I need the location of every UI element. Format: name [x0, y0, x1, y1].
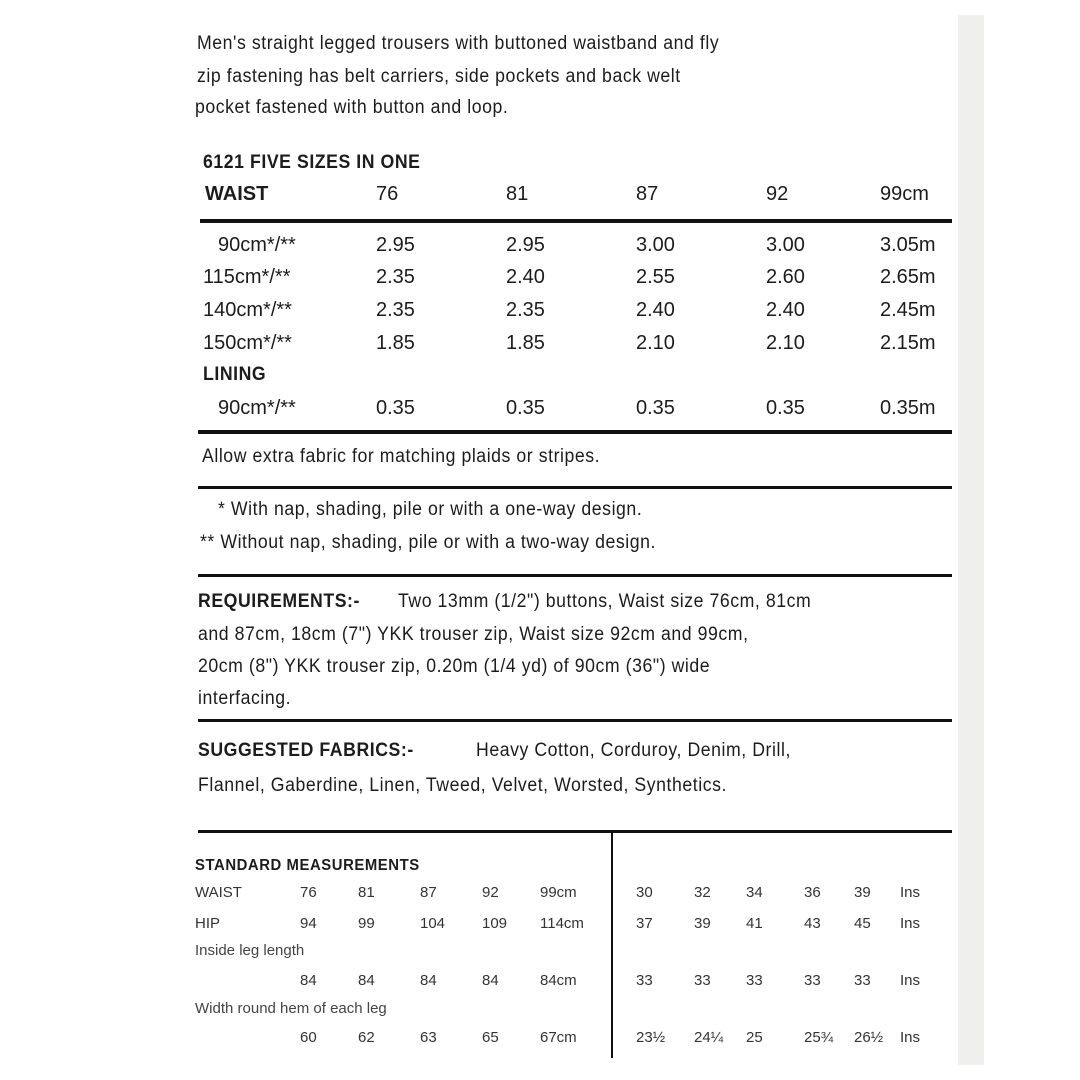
table-row [0, 332, 1080, 358]
table-cell: 24¼ [694, 1029, 724, 1046]
lining-label: LINING [203, 364, 267, 385]
table-cell: 2.45m [880, 299, 936, 321]
table-cell: 39 [694, 915, 711, 932]
table-cell: 99cm [540, 884, 577, 901]
table-cell: 32 [694, 884, 711, 901]
table-cell: Ins [900, 972, 921, 989]
table-cell: Ins [900, 1029, 921, 1046]
note-with-nap: * With nap, shading, pile or with a one-way design. [218, 499, 643, 520]
table-cell: 33 [694, 972, 711, 989]
table-cell: 1.85 [506, 332, 545, 354]
table-cell: 39 [854, 884, 871, 901]
intro-line-3: pocket fastened with button and loop. [195, 97, 509, 118]
requirements-line: Two 13mm (1/2") buttons, Waist size 76cm, 81cm [398, 591, 812, 612]
header-cell: WAIST [205, 183, 269, 205]
table-cell: 90cm*/** [218, 234, 296, 256]
table-cell: 30 [636, 884, 653, 901]
table-cell: 2.35 [506, 299, 545, 321]
fabrics-line: Flannel, Gaberdine, Linen, Tweed, Velvet, Worsted, Synthetics. [198, 775, 727, 796]
table-cell: 76 [300, 884, 317, 901]
table-cell: 2.15m [880, 332, 936, 354]
table-cell: WAIST [195, 884, 242, 901]
header-cell: 99cm [880, 183, 929, 205]
table-cell: 150cm*/** [203, 332, 292, 354]
table-cell: 25 [746, 1029, 763, 1046]
table-cell: 115cm*/** [203, 266, 291, 288]
fabrics-line: Heavy Cotton, Corduroy, Denim, Drill, [476, 740, 791, 761]
table-cell: 41 [746, 915, 763, 932]
table-cell: 0.35 [376, 397, 415, 419]
table-cell: 2.40 [766, 299, 805, 321]
table-cell: 3.05m [880, 234, 936, 256]
note-without-nap: ** Without nap, shading, pile or with a two-way design. [200, 532, 656, 553]
table-cell: Ins [900, 915, 921, 932]
requirements-line: 20cm (8") YKK trouser zip, 0.20m (1/4 yd) of 90cm (36") wide [198, 656, 711, 677]
divider [200, 219, 952, 223]
table-cell: 2.35 [376, 266, 415, 288]
table-cell: 23½ [636, 1029, 666, 1046]
table-cell: 84 [358, 972, 375, 989]
table-cell: 0.35 [636, 397, 675, 419]
table-row [0, 299, 1080, 325]
header-cell: 81 [506, 183, 529, 205]
table-cell: Ins [900, 884, 921, 901]
requirements-label: REQUIREMENTS:- [198, 591, 360, 612]
table-cell: 104 [420, 915, 446, 932]
table-cell: 0.35 [766, 397, 805, 419]
table-cell: 36 [804, 884, 821, 901]
table-cell: 2.40 [506, 266, 545, 288]
table-cell: HIP [195, 915, 221, 932]
header-cell: 92 [766, 183, 789, 205]
table-cell: 2.60 [766, 266, 805, 288]
table-title: 6121 FIVE SIZES IN ONE [203, 152, 421, 173]
table-header [0, 183, 1080, 209]
table-cell: 92 [482, 884, 499, 901]
table-cell: 3.00 [766, 234, 805, 256]
table-cell: 2.35 [376, 299, 415, 321]
table-cell: 45 [854, 915, 871, 932]
hip-row [0, 915, 1080, 937]
table-cell: 84 [300, 972, 317, 989]
waist-row [0, 884, 1080, 906]
table-cell: 140cm*/** [203, 299, 292, 321]
table-row [0, 266, 1080, 292]
table-cell: 3.00 [636, 234, 675, 256]
table-cell: 84 [482, 972, 499, 989]
table-cell: 84cm [540, 972, 577, 989]
table-cell: 2.10 [766, 332, 805, 354]
table-cell: 33 [854, 972, 871, 989]
hem-row [0, 1029, 1080, 1051]
table-cell: 87 [420, 884, 437, 901]
table-cell: 62 [358, 1029, 375, 1046]
table-cell: 63 [420, 1029, 437, 1046]
table-cell: 26½ [854, 1029, 884, 1046]
inside-leg-row [0, 972, 1080, 994]
table-cell: 2.40 [636, 299, 675, 321]
table-cell: 0.35 [506, 397, 545, 419]
intro-line-2: zip fastening has belt carriers, side pockets and back welt [197, 66, 681, 87]
table-cell: 33 [746, 972, 763, 989]
table-cell: 2.95 [506, 234, 545, 256]
table-cell: 43 [804, 915, 821, 932]
table-cell: 2.10 [636, 332, 675, 354]
hem-label: Width round hem of each leg [195, 1000, 387, 1017]
divider [198, 574, 952, 577]
intro-line-1: Men's straight legged trousers with buttoned waistband and fly [197, 33, 720, 54]
requirements [198, 591, 372, 613]
table-cell: 2.95 [376, 234, 415, 256]
table-cell: 65 [482, 1029, 499, 1046]
table-cell: 1.85 [376, 332, 415, 354]
requirements-line: interfacing. [198, 688, 292, 709]
table-cell: 99 [358, 915, 375, 932]
table-cell: 67cm [540, 1029, 577, 1046]
requirements-line: and 87cm, 18cm (7") YKK trouser zip, Waist size 92cm and 99cm, [198, 624, 749, 645]
table-cell: 2.65m [880, 266, 936, 288]
table-cell: 34 [746, 884, 763, 901]
table-cell: 33 [804, 972, 821, 989]
scan-edge [958, 15, 984, 1065]
table-cell: 94 [300, 915, 317, 932]
divider [198, 430, 952, 434]
table-row [0, 234, 1080, 260]
table-cell: 60 [300, 1029, 317, 1046]
table-cell: 37 [636, 915, 653, 932]
header-cell: 87 [636, 183, 659, 205]
table-cell: 0.35m [880, 397, 936, 419]
table-cell: 90cm*/** [218, 397, 296, 419]
standard-title: STANDARD MEASUREMENTS [195, 857, 420, 874]
divider [198, 486, 952, 489]
lining-row [0, 397, 1080, 423]
table-cell: 25¾ [804, 1029, 834, 1046]
table-cell: 81 [358, 884, 375, 901]
table-cell: 109 [482, 915, 508, 932]
header-cell: 76 [376, 183, 399, 205]
table-cell: 114cm [540, 915, 584, 932]
allow-note: Allow extra fabric for matching plaids or stripes. [202, 446, 601, 467]
divider [198, 719, 952, 722]
table-cell: 2.55 [636, 266, 675, 288]
divider [198, 830, 952, 833]
table-cell: 84 [420, 972, 437, 989]
column-divider [611, 833, 613, 1058]
table-cell: 33 [636, 972, 653, 989]
fabrics-label: SUGGESTED FABRICS:- [198, 740, 414, 761]
inside-leg-label: Inside leg length [195, 942, 305, 959]
